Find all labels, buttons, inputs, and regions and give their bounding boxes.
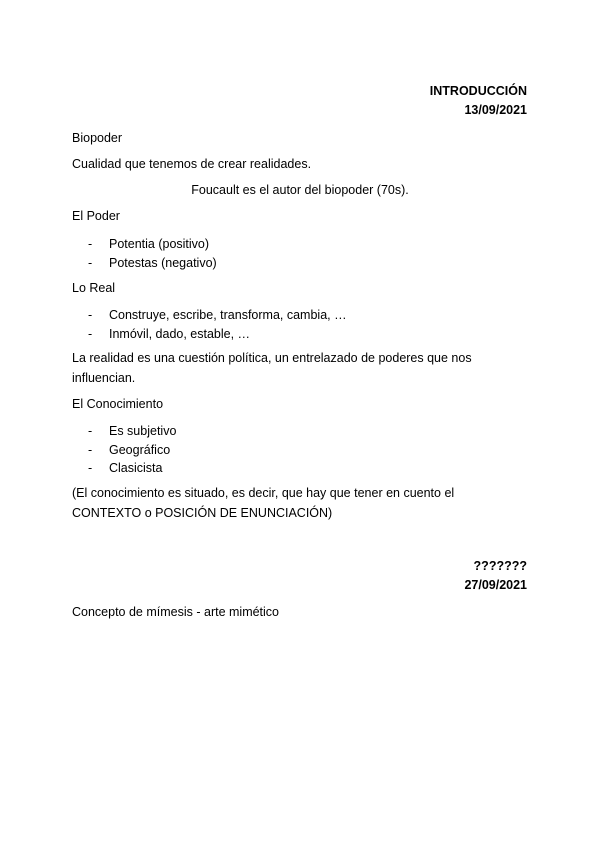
section-date-1: 13/09/2021: [464, 103, 527, 117]
list-marker: -: [88, 326, 93, 341]
list-item: [88, 235, 217, 254]
section-title-unknown: ???????: [473, 559, 527, 573]
conocimiento-paragraph: (El conocimiento es situado, es decir, que hay que tener en cuento el CONTEXTO o POSICIÓN DE ENUNCIACIÓN): [72, 486, 455, 520]
list-item: [88, 441, 176, 460]
list-item-text: Potentia (positivo): [109, 237, 210, 251]
list-item-text: Clasicista: [109, 461, 163, 475]
list-marker: -: [88, 255, 93, 270]
heading-el-poder: El Poder: [72, 209, 120, 223]
poder-list: [88, 235, 217, 272]
real-paragraph: La realidad es una cuestión política, un entrelazado de poderes que nos influencian.: [72, 351, 472, 385]
list-item-text: Es subjetivo: [109, 424, 177, 438]
list-item: [88, 325, 347, 344]
list-item-text: Geográfico: [109, 442, 171, 457]
list-marker: -: [88, 424, 93, 438]
real-list: [88, 306, 347, 343]
list-item-text: Construye, escribe, transforma, cambia, …: [109, 308, 347, 322]
list-item: [88, 459, 176, 478]
list-item: [88, 306, 347, 325]
heading-mimesis: Concepto de mímesis - arte mimético: [72, 605, 280, 619]
biopoder-definition: Cualidad que tenemos de crear realidades.: [72, 157, 312, 171]
biopoder-author-note: Foucault es el autor del biopoder (70s).: [191, 183, 409, 197]
list-item: [88, 422, 176, 441]
section-date-2: 27/09/2021: [464, 578, 527, 592]
heading-biopoder: Biopoder: [72, 131, 123, 145]
list-item: [88, 254, 217, 273]
list-marker: -: [88, 237, 93, 251]
list-marker: -: [88, 308, 93, 322]
list-marker: -: [88, 442, 93, 457]
list-item-text: Potestas (negativo): [109, 255, 217, 270]
heading-el-conocimiento: El Conocimiento: [72, 397, 164, 411]
heading-lo-real: Lo Real: [72, 281, 116, 295]
list-item-text: Inmóvil, dado, estable, …: [109, 326, 251, 341]
list-marker: -: [88, 461, 93, 475]
section-title-introduccion: INTRODUCCIÓN: [429, 84, 527, 98]
conocimiento-list: [88, 422, 176, 478]
